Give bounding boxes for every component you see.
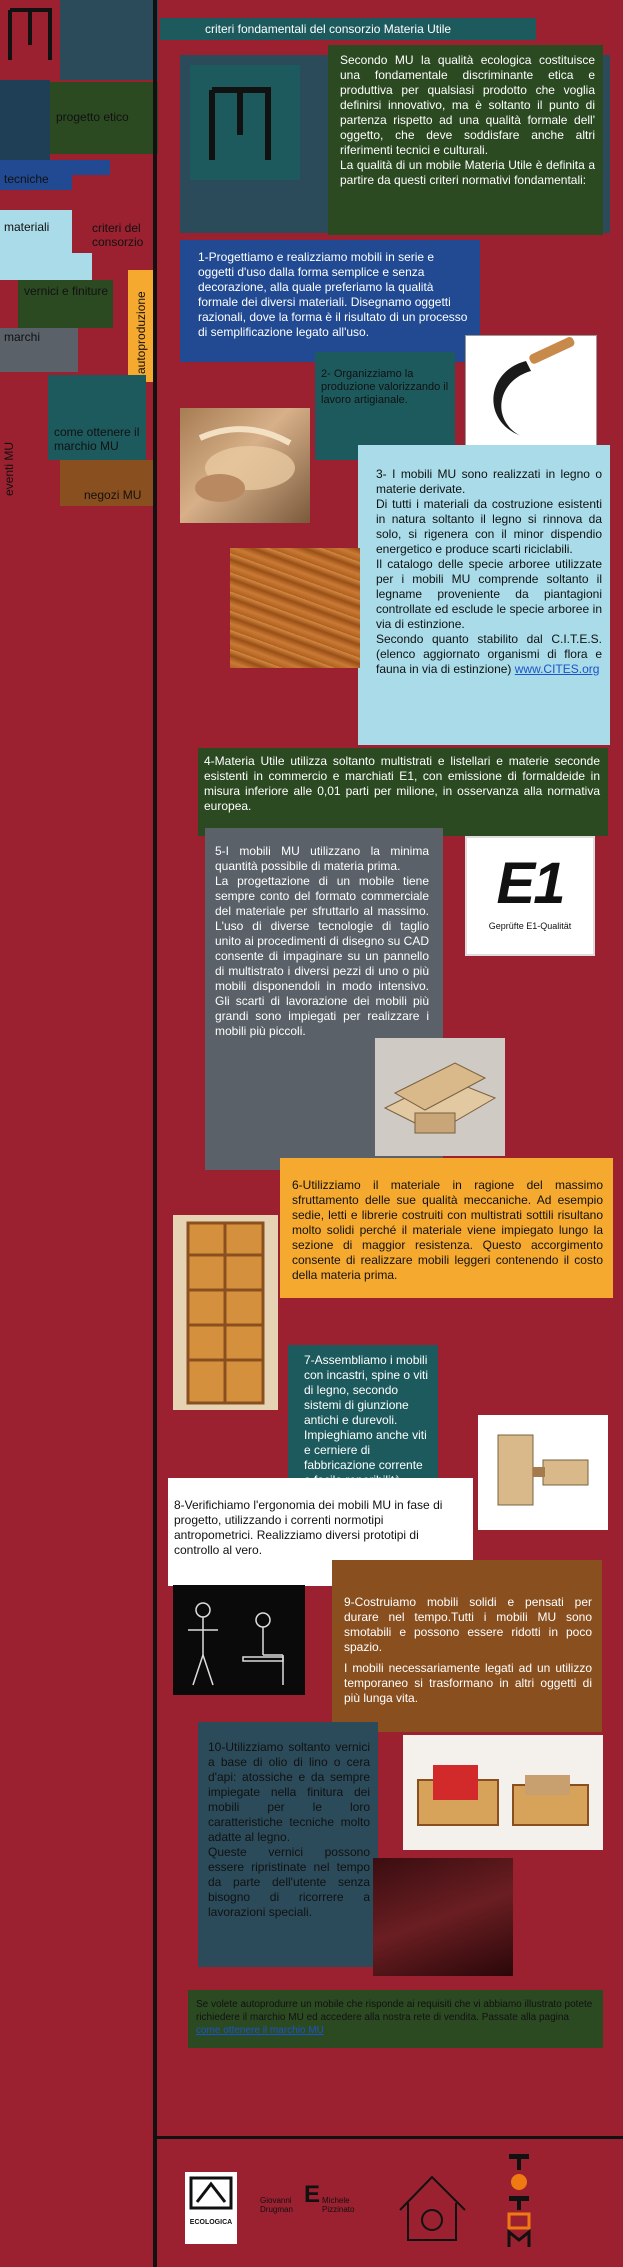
nav-materiali[interactable]: materiali bbox=[0, 210, 92, 280]
nav-criteri[interactable]: criteri del consorzio bbox=[72, 175, 158, 253]
nav-negozi[interactable]: negozi MU bbox=[60, 460, 153, 506]
criterion-4: 4-Materia Utile utilizza soltanto multistrati e listellari e materie seconde esistenti in commercio e marchiati E1, con emissione di formaldeide in misura inferiore alle 0,01 parti per milione, in osservanza alla normativa europea. bbox=[198, 748, 608, 836]
mu-logo-large-icon bbox=[190, 65, 300, 180]
criterion-2: 2- Organizziamo la produzione valorizzando il lavoro artigianale. bbox=[315, 352, 455, 460]
nav-vernici[interactable]: vernici e finiture bbox=[18, 280, 113, 328]
nav-progetto-etico[interactable]: progetto etico bbox=[50, 82, 158, 154]
dark-wood-image bbox=[373, 1858, 513, 1976]
nav-marchi[interactable]: marchi bbox=[0, 328, 78, 372]
logo-totem[interactable] bbox=[505, 2152, 533, 2252]
wood-texture-image bbox=[230, 548, 360, 668]
e1-logo bbox=[465, 836, 595, 956]
e1-caption: Geprüfte E1-Qualität bbox=[488, 921, 572, 931]
wood-joint-image bbox=[478, 1415, 608, 1530]
house-logo-icon bbox=[390, 2165, 475, 2250]
page-title: criteri fondamentali del consorzio Materia Utile bbox=[160, 18, 536, 40]
footer-divider bbox=[157, 2136, 623, 2139]
totem-logo-icon bbox=[505, 2152, 533, 2252]
nav-tecniche[interactable]: tecniche bbox=[0, 160, 110, 190]
sidebar bbox=[0, 0, 158, 510]
criterion-1: 1-Progettiamo e realizziamo mobili in serie e oggetti d'uso dalla forma semplice e senza decorazione, alla quale preferiamo la qualità formale dei diversi materiali. Disegnamo oggetti razionali, dove la forma è il risultato di un processo di semplificazione legato all'uso. bbox=[180, 240, 480, 362]
michele-pizzinato-label: Michele Pizzinato bbox=[322, 2196, 355, 2214]
criterion-6: 6-Utilizziamo il materiale in ragione del massimo sfruttamento delle sue qualità meccaniche. Ad esempio sedie, letti e librerie costruiti con multistrati sottili risultano molto solidi perché il materiale viene impiegato lungo la sezione di maggior resistenza. Questo accorgimento consente di realizzare mobili leggeri contenendo il costo della materia prima. bbox=[280, 1158, 613, 1298]
armchairs-image bbox=[403, 1735, 603, 1850]
criterion-7: 7-Assembliamo i mobili con incastri, spine o viti di legno, secondo sistemi di giunzione antichi e durevoli. Impieghiamo anche viti e cerniere di fabbricazione corrente bbox=[288, 1345, 438, 1493]
nav-eventi[interactable]: eventi MU bbox=[2, 441, 16, 496]
cites-link[interactable]: www.CITES.org bbox=[514, 662, 600, 676]
logo-drugman-pizzinato[interactable] bbox=[260, 2181, 370, 2222]
autoproduction-note: Se volete autoprodurre un mobile che risponde ai requisiti che vi abbiamo illustrato potete richiedere il marchio MU ed accedere alla nostra rete di vendita. Passate alla pagina come ottenere il marchio MU bbox=[188, 1990, 603, 2048]
criterion-3: 3- I mobili MU sono realizzati in legno o materie derivate. Di tutti i materiali da costruzione esistenti in natura soltanto il legno si rinnova da solo, si rigenera con il minor dispendio energetico e produce scarti riciclabili. Il catalogo delle specie arboree utilizzate per i mobili MU comprende soltanto il legname proveniente da piantagioni controllate ed esclude le specie arboree in via di estinzione. Secondo quanto stabilito dal C.I.T.E.S. (elenco aggiornato organismi di flora e fauna in via di estinzione) www.CITES.org bbox=[358, 445, 610, 745]
plywood-pieces-image bbox=[375, 1038, 505, 1156]
vertical-divider bbox=[153, 0, 157, 2267]
e-mark: E bbox=[304, 2181, 321, 2208]
craftsman-hands-image bbox=[180, 408, 310, 523]
giovanni-drugman-label: Giovanni Drugman bbox=[260, 2196, 293, 2214]
mu-logo-icon bbox=[0, 0, 60, 70]
logo-mu[interactable] bbox=[0, 0, 60, 76]
bookshelf-image bbox=[173, 1215, 278, 1410]
logo-ecologica[interactable] bbox=[185, 2172, 237, 2244]
nav-come-ottenere[interactable]: come ottenere il marchio MU bbox=[48, 375, 146, 460]
criterion-10: 10-Utilizziamo soltanto vernici a base di olio di lino o cera d'api: atossiche e da sempre impiegate nella finitura dei mobili per le loro caratteristiche tecniche molto adatte al legno. Queste vernici possono essere ripristinate nel tempo da parte dell'utente senza bisogno di ricorrere a lavorazioni speciali. bbox=[198, 1722, 378, 1967]
sickle-image bbox=[465, 335, 597, 452]
mu-logo-large bbox=[190, 65, 300, 180]
nav-autoproduzione[interactable]: autoproduzione bbox=[128, 270, 154, 382]
intro-text: Secondo MU la qualità ecologica costituisce una fondamentale discriminante etica e produttiva per qualsiasi prodotto che voglia definirsi innovativo, ma è soltanto il punto di partenza rispetto ad una qualità formale dell' oggetto, che deve soddisfare anche altri riferimenti tecnici e culturali. La qualità di un mobile Materia Utile è definita a partire da questi criteri normativi fondamentali: bbox=[328, 45, 603, 235]
criterion-5: 5-I mobili MU utilizzano la minima quantità possibile di materia prima. La progettazione di un mobile tiene sempre conto del formato commerciale del materiale per sfruttarlo al massimo. L'uso di diverse tecnologie di taglio unito ai procedimenti di disegno su CAD consente di impaginare su un pannello di multistrato i diversi pezzi di uno o più mobili disponendoli in modo intensivo. Gli scarti di lavorazione dei mobili più grandi sono impiegati per realizzare i mobili più piccoli. bbox=[205, 828, 443, 1170]
ecologica-icon bbox=[185, 2172, 237, 2214]
ecologica-label: ECOLOGICA bbox=[189, 2219, 233, 2226]
come-ottenere-link[interactable]: come ottenere il marchio MU bbox=[196, 2025, 324, 2036]
criterion-8: 8-Verifichiamo l'ergonomia dei mobili MU in fase di progetto, utilizzando i correnti normotipi antropometrici. Realizziamo diversi prototipi di controllo al vero. bbox=[168, 1478, 473, 1586]
criterion-9: 9-Costruiamo mobili solidi e pensati per durare nel tempo.Tutti i mobili MU sono smotabili e possono essere ridotti in poco spazio. I mobili necessariamente legati ad un utilizzo temporaneo si trasformano in altri oggetti di più lunga vita. bbox=[332, 1560, 602, 1732]
ergonomics-drawing-image bbox=[173, 1585, 305, 1695]
e1-mark: E1 bbox=[496, 851, 564, 916]
logo-house[interactable] bbox=[390, 2165, 475, 2250]
